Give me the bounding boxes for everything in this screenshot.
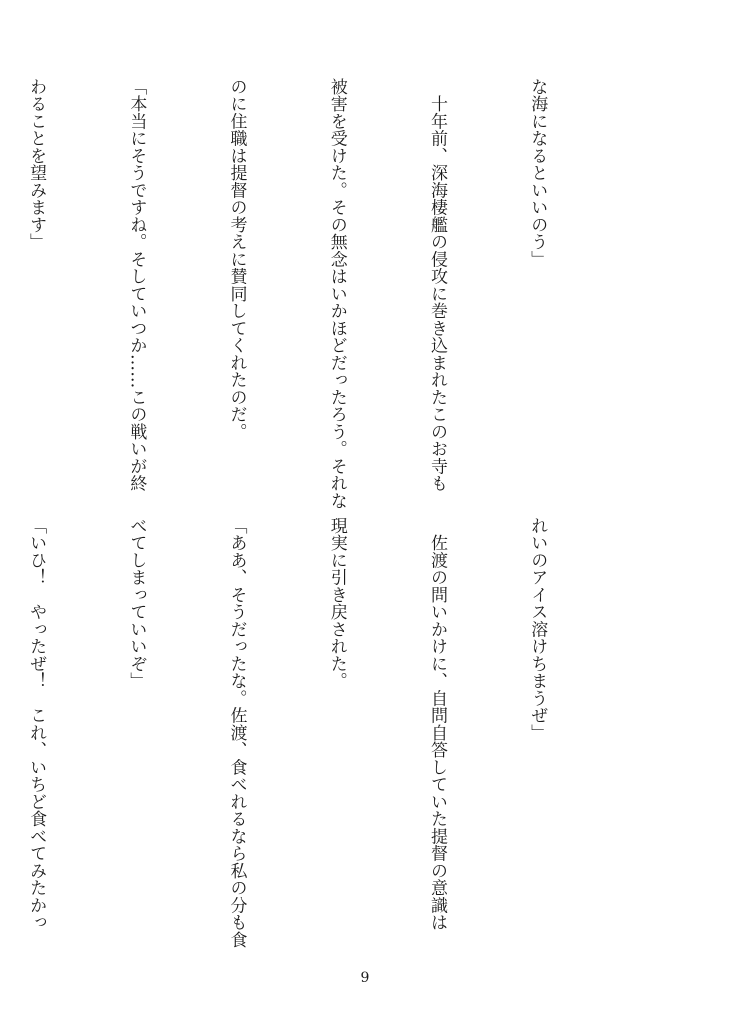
text-line: のに住職は提督の考えに賛同してくれたのだ。 [226, 78, 247, 441]
text-block-bottom [26, 517, 620, 949]
text-line: 「いひ！ やったぜ！ これ、いちど食べてみたかっ [26, 517, 47, 931]
text-line: な海になるといいのう」 [527, 78, 548, 268]
text-block-top [26, 78, 620, 510]
text-line: 「本当にそうですね。そしていつか……この戦いが終 [126, 78, 147, 492]
text-line: 現実に引き戻された。 [326, 517, 347, 690]
text-line: べてしまっていいぞ」 [126, 517, 147, 690]
page-number: 9 [360, 970, 370, 986]
text-line: 「ああ、そうだったな。佐渡、食べれるなら私の分も食 [226, 517, 247, 949]
text-line: 佐渡の問いかけに、自問自答していた提督の意識は [426, 517, 447, 931]
text-line: 被害を受けた。その無念はいかほどだったろう。それな [326, 78, 347, 510]
text-line: れいのアイス溶けちまうぜ」 [527, 517, 548, 742]
text-line: わることを望みます」 [26, 78, 47, 251]
text-line: 十年前、深海棲艦の侵攻に巻き込まれたこのお寺も [426, 78, 447, 492]
